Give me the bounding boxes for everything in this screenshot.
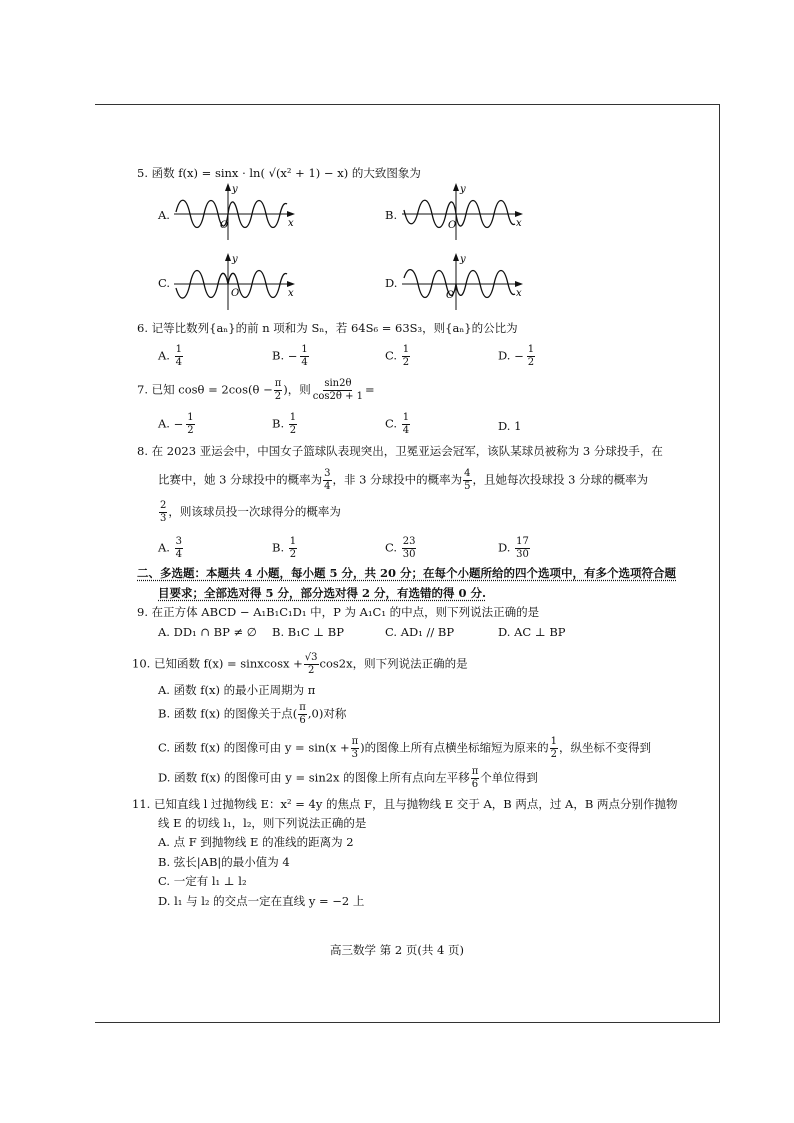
q5-graph-d — [400, 252, 525, 312]
right-rule — [719, 104, 720, 1023]
q5-graph-b — [400, 182, 525, 242]
section2-heading-line1: 二、多选题：本题共 4 小题，每小题 5 分，共 20 分；在每个小题所给的四个选项中，有多个选项符合题 — [137, 566, 677, 580]
svg-text:y: y — [232, 254, 238, 265]
q10-stem: 10. 已知函数 f(x) = sinxcosx + $\frac{√3}{2}$ cos2x，则下列说法正确的是 — [132, 652, 468, 676]
q9-option-b: B. B₁C ⊥ BP — [272, 625, 344, 639]
q5-option-c-label: C. — [158, 276, 171, 290]
q10-option-b: B. 函数 f(x) 的图像关于点( $\frac{\pi}{6}$ ,0)对称 — [158, 702, 347, 726]
q7-option-b: B. $\frac{1}{2}$ — [272, 412, 297, 436]
page-footer: 高三数学 第 2 页(共 4 页) — [330, 943, 464, 957]
q5-option-d-label: D. — [385, 276, 398, 290]
bottom-rule — [95, 1022, 720, 1023]
q6-stem: 6. 记等比数列{aₙ}的前 n 项和为 Sₙ，若 64S₆ = 63S₃，则{aₙ}的公比为 — [137, 321, 518, 335]
q11-line1: 11. 已知直线 l 过抛物线 E：x² = 4y 的焦点 F，且与抛物线 E 交于 A，B 两点，过 A，B 两点分别作抛物 — [132, 797, 678, 811]
q6-option-c: C. $\frac{1}{2}$ — [385, 344, 410, 368]
q11-option-c: C. 一定有 l₁ ⊥ l₂ — [158, 874, 247, 888]
q8-line2: 比赛中，她 3 分球投中的概率为 $\frac{3}{4}$ ，非 3 分球投中的概率为 $\frac{4}{5}$ ，且她每次投球投 3 分球的概率为 — [158, 468, 649, 492]
q5-option-a-label: A. — [158, 208, 170, 222]
q11-option-d: D. l₁ 与 l₂ 的交点一定在直线 y = −2 上 — [158, 894, 365, 908]
svg-text:y: y — [460, 184, 466, 195]
q11-option-b: B. 弦长|AB|的最小值为 4 — [158, 855, 290, 869]
q8-option-d: D. $\frac{17}{30}$ — [498, 536, 529, 560]
q7-option-a: A. − $\frac{1}{2}$ — [158, 412, 194, 436]
q9-stem: 9. 在正方体 ABCD − A₁B₁C₁D₁ 中，P 为 A₁C₁ 的中点，则下列说法正确的是 — [137, 605, 540, 619]
q5-stem: 5. 函数 f(x) = sinx · ln( √(x² + 1) − x) 的大致图象为 — [137, 166, 421, 180]
q8-option-c: C. $\frac{23}{30}$ — [385, 536, 416, 560]
svg-text:y: y — [460, 254, 466, 265]
q9-option-d: D. AC ⊥ BP — [498, 625, 566, 639]
svg-text:O: O — [231, 288, 240, 299]
section2-heading-line2: 目要求；全部选对得 5 分，部分选对得 2 分，有选错的得 0 分. — [158, 586, 487, 600]
axis-y-label: y — [232, 184, 238, 195]
q8-line3: $\frac{2}{3}$ ，则该球员投一次球得分的概率为 — [160, 500, 341, 524]
q10-option-a: A. 函数 f(x) 的最小正周期为 π — [158, 683, 316, 697]
q5-option-b-label: B. — [385, 208, 398, 222]
origin-label: O — [220, 220, 229, 231]
q10-option-d: D. 函数 f(x) 的图像可由 y = sin2x 的图像上所有点向左平移 $\frac{\pi}{6}$ 个单位得到 — [158, 766, 538, 790]
q8-option-b: B. $\frac{1}{2}$ — [272, 536, 297, 560]
q7-option-c: C. $\frac{1}{4}$ — [385, 412, 410, 436]
svg-text:x: x — [516, 218, 522, 229]
q11-line2: 线 E 的切线 l₁，l₂，则下列说法正确的是 — [158, 816, 367, 830]
svg-text:O: O — [448, 220, 457, 231]
q8-option-a: A. $\frac{3}{4}$ — [158, 536, 182, 560]
q6-option-b: B. − $\frac{1}{4}$ — [272, 344, 308, 368]
q7-option-d: D. 1 — [498, 419, 522, 433]
q7-stem: 7. 已知 cosθ = 2cos(θ − $\frac{\pi}{2}$ )，则 $\frac{\sin 2\theta}{\cos 2\theta + 1}$ = — [137, 378, 375, 402]
svg-text:x: x — [288, 288, 294, 299]
svg-text:x: x — [516, 288, 522, 299]
q6-option-a: A. $\frac{1}{4}$ — [158, 344, 182, 368]
axis-x-label: x — [288, 218, 294, 229]
svg-text:O: O — [446, 290, 455, 301]
q10-option-c: C. 函数 f(x) 的图像可由 y = sin(x + $\frac{\pi}{3}$ )的图像上所有点横坐标缩短为原来的 $\frac{1}{2}$ ，纵坐标不变得到 — [158, 736, 652, 760]
q6-option-d: D. − $\frac{1}{2}$ — [498, 344, 535, 368]
top-rule — [95, 104, 720, 105]
q11-option-a: A. 点 F 到抛物线 E 的准线的距离为 2 — [158, 835, 354, 849]
q9-option-c: C. AD₁ // BP — [385, 625, 455, 639]
q8-line1: 8. 在 2023 亚运会中，中国女子篮球队表现突出，卫冕亚运会冠军，该队某球员被称为 3 分球投手，在 — [137, 444, 663, 458]
q5-graph-c — [172, 252, 297, 312]
q9-option-a: A. DD₁ ∩ BP ≠ ∅ — [158, 625, 257, 639]
q5-graph-a — [172, 182, 297, 242]
